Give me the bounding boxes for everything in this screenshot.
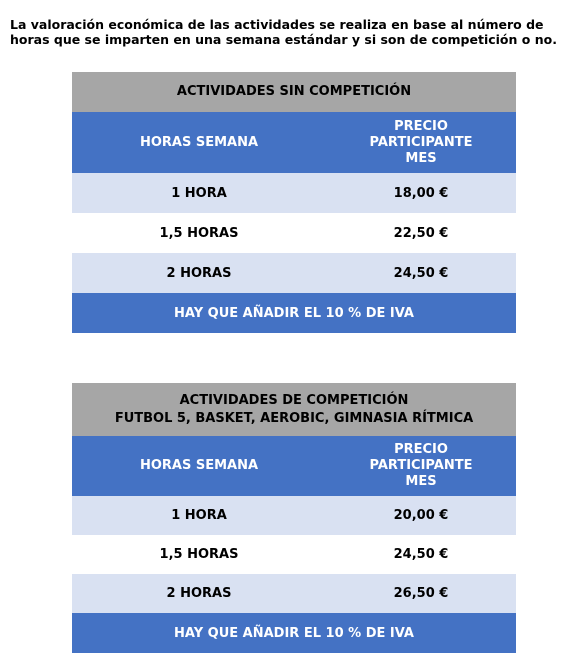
table-title-row — [72, 72, 516, 112]
cell-hours: 2 HORAS — [72, 574, 326, 613]
table-row — [72, 574, 516, 613]
vat-note: HAY QUE AÑADIR EL 10 % DE IVA — [72, 293, 516, 333]
column-header-price-line: MES — [405, 474, 437, 489]
table-row — [72, 535, 516, 574]
cell-price: 24,50 € — [326, 253, 516, 293]
cell-hours: 1,5 HORAS — [72, 213, 326, 253]
table-title — [72, 72, 516, 112]
pricing-table-competition — [72, 383, 516, 653]
table-subtitle-line: FUTBOL 5, BASKET, AEROBIC, GIMNASIA RÍTMICA — [114, 410, 474, 426]
cell-hours: 1 HORA — [72, 173, 326, 213]
table-header-row — [72, 436, 516, 496]
cell-price: 22,50 € — [326, 213, 516, 253]
table-row — [72, 173, 516, 213]
table-row — [72, 213, 516, 253]
column-header-price — [326, 112, 516, 173]
table-title-line: ACTIVIDADES DE COMPETICIÓN — [179, 392, 409, 408]
column-header-price-line: PARTICIPANTE — [369, 458, 473, 473]
column-header-price-line: MES — [405, 150, 437, 166]
column-header-hours: HORAS SEMANA — [72, 436, 326, 496]
pricing-table-non-competition — [72, 72, 516, 333]
cell-hours: 2 HORAS — [72, 253, 326, 293]
cell-hours: 1,5 HORAS — [72, 535, 326, 574]
table-title — [72, 383, 516, 436]
table-title-row — [72, 383, 516, 436]
column-header-hours: HORAS SEMANA — [72, 112, 326, 173]
column-header-price-line: PRECIO — [394, 118, 448, 134]
column-header-price-line: PRECIO — [394, 442, 448, 457]
table-note-row — [72, 293, 516, 333]
cell-price: 26,50 € — [326, 574, 516, 613]
cell-price: 24,50 € — [326, 535, 516, 574]
cell-hours: 1 HORA — [72, 496, 326, 535]
intro-paragraph: La valoración económica de las actividades se realiza en base al número de horas que se imparten en una semana estándar y si son de competición o no. — [10, 16, 557, 47]
cell-price: 20,00 € — [326, 496, 516, 535]
column-header-price — [326, 436, 516, 496]
table-title-line: ACTIVIDADES SIN COMPETICIÓN — [176, 84, 412, 99]
cell-price: 18,00 € — [326, 173, 516, 213]
column-header-price-line: PARTICIPANTE — [369, 134, 473, 150]
table-row — [72, 496, 516, 535]
table-note-row — [72, 613, 516, 653]
vat-note: HAY QUE AÑADIR EL 10 % DE IVA — [72, 613, 516, 653]
table-header-row — [72, 112, 516, 173]
table-row — [72, 253, 516, 293]
